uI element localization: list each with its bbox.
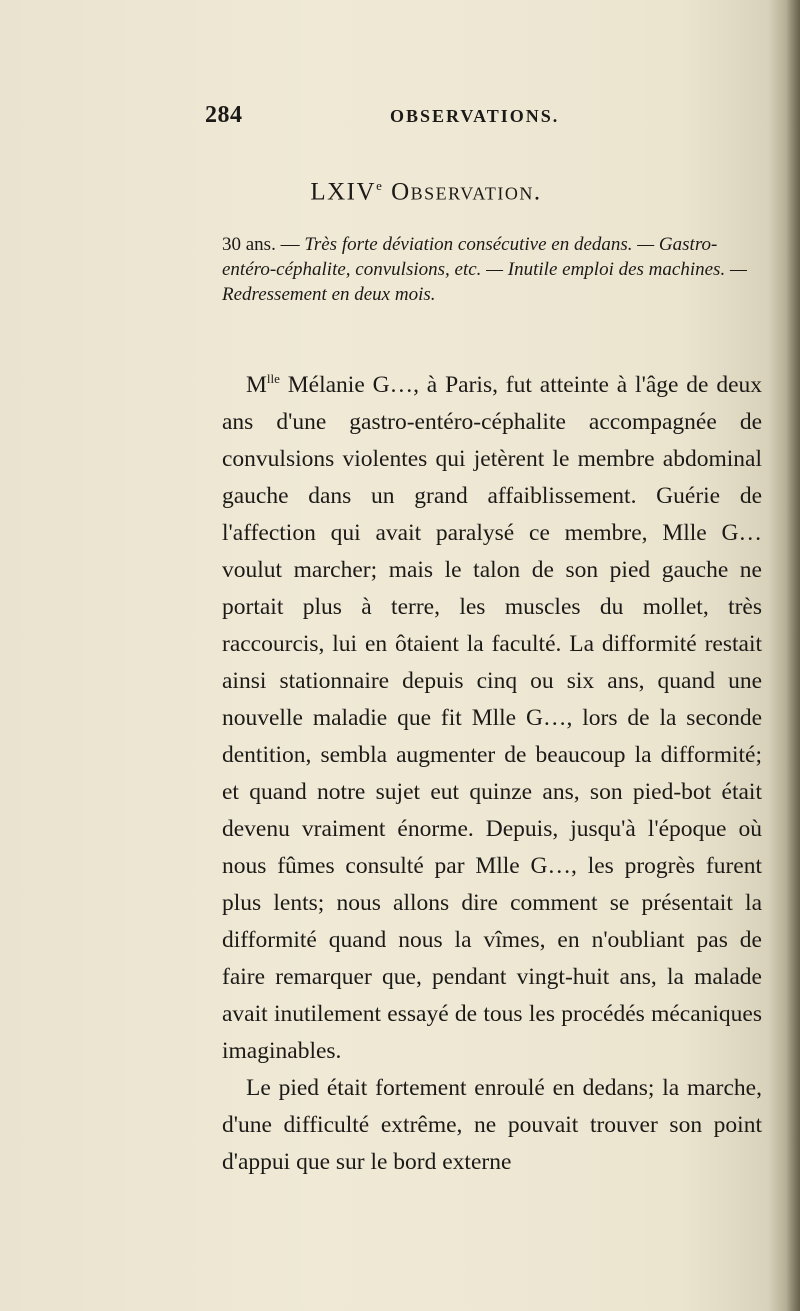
observation-numeral-sup: e	[376, 178, 384, 193]
observation-numeral: LXIV	[310, 178, 377, 206]
paragraph-prefix: M	[246, 371, 267, 398]
summary-age: 30 ans. —	[222, 234, 300, 255]
page-number: 284	[205, 102, 243, 128]
running-head-title: OBSERVATIONS.	[390, 106, 560, 126]
body-text	[222, 360, 762, 1181]
paragraph-text: Le pied était fortement enroulé en dedans; la marche, d'une difficulté extrême, ne pouvait trouver son point d'appui que sur le bord externe	[222, 1074, 762, 1175]
paragraph-prefix-sup: lle	[266, 371, 280, 386]
observation-label: Observation.	[391, 178, 542, 206]
paragraph-text: Mélanie G…, à Paris, fut atteinte à l'âge de deux ans d'une gastro-entéro-céphalite accompagnée de convulsions violentes qui jetèrent le membre abdominal gauche dans un grand affaiblissement. Guérie de l'affection qui avait paralysé ce membre, Mlle G… voulut marcher; mais le talon de son pied gauche ne portait plus à terre, les muscles du mollet, très raccourcis, lui en ôtaient la faculté. La difformité restait ainsi stationnaire depuis cinq ou six ans, quand une nouvelle maladie que fit Mlle G…, lors de la seconde dentition, sembla augmenter de beaucoup la difformité; et quand notre sujet eut quinze ans, son pied-bot était devenu vraiment énorme. Depuis, jusqu'à l'époque où nous fûmes consulté par Mlle G…, les progrès furent plus lents; nous allons dire comment se présentait la difformité quand nous la vîmes, en n'oubliant pas de faire remarquer que, pendant vingt-huit ans, la malade avait inutilement essayé de tous les procédés mécaniques imaginables.	[222, 371, 762, 1064]
observation-heading	[0, 178, 800, 206]
case-summary	[222, 232, 762, 307]
running-head	[205, 102, 765, 132]
paragraph	[222, 360, 762, 1070]
summary-text: Très forte déviation consécutive en dedans. — Gastro-entéro-céphalite, convulsions, etc. — Inutile emploi des machines. — Redressement en deux mois.	[222, 234, 747, 305]
paragraph	[222, 1070, 762, 1181]
